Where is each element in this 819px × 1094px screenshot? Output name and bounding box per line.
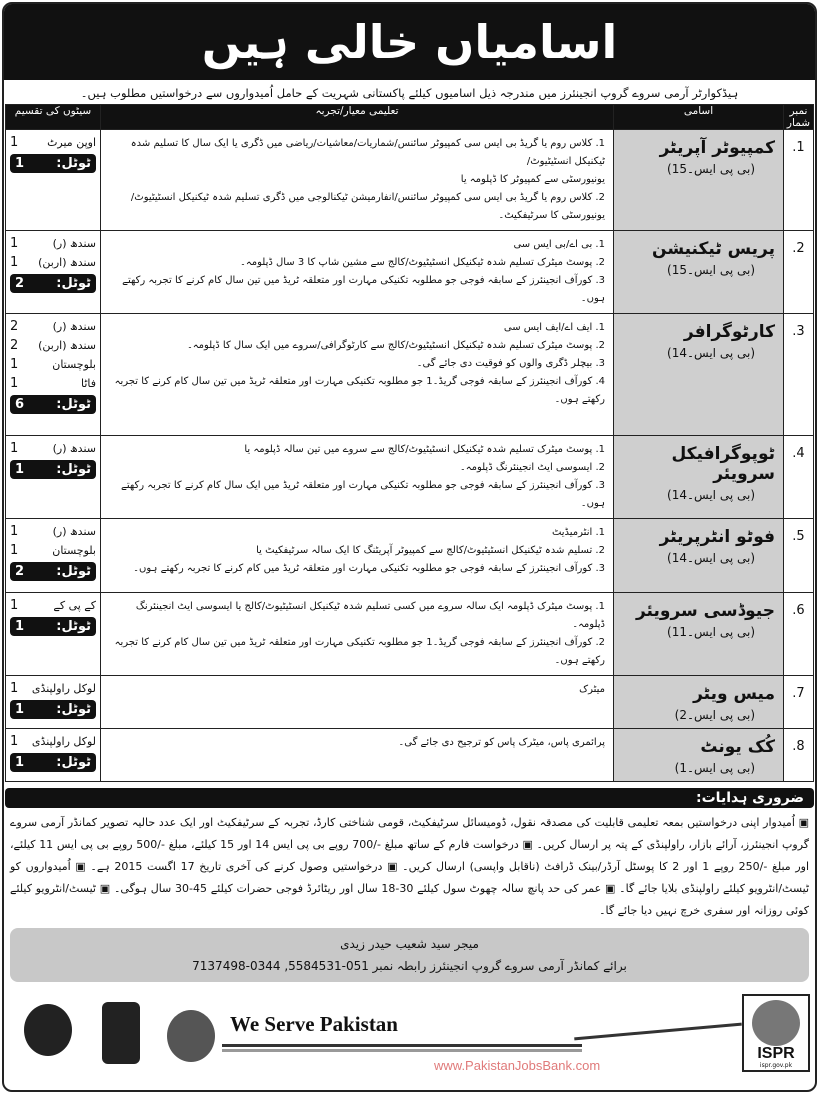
total-label: ٹوٹل: [56,276,91,291]
table-row [6,436,814,519]
serial-number: 1. [784,130,814,231]
requirement-line: 3. کورآف انجینئرز کے سابقہ فوجی جو مطلوبہ تکنیکی مہارت اور متعلقہ ٹریڈ میں تین سال کام کرنے کا تجربہ رکھتے ہوں۔ [122,275,605,304]
requirements-cell [101,519,614,593]
post-cell [614,436,784,519]
vacancy-table [5,104,814,782]
requirements-cell [101,676,614,729]
total-count: 1 [15,462,25,477]
seat-region: بلوچستان [52,358,96,371]
seat-count: 1 [10,357,19,372]
seat-region: سندھ (ر) [52,442,96,455]
seat-count: 1 [10,598,19,613]
total-label: ٹوٹل: [56,755,91,770]
requirement-line: 2. تسلیم شدہ ٹیکنیکل انسٹیٹیوٹ/کالج سے کمپیوٹر آپریٹنگ کا ایک سالہ سرٹیفکیٹ یا [256,545,605,556]
seat-allocation [10,439,96,458]
instruction-item: اُمیدوار اپنی درخواستیں بمعہ تعلیمی قابلیت کی مصدقہ نقول، ڈومیسائل سرٹیفکیٹ، قومی شناختی کارڈ، تجربہ کے سرٹیفکیٹ اور ایک عدد حالیہ تصویر کمانڈر آرمی سروے گروپ انجینئرز، آرائے بازار، راولپنڈی کے پتہ پر ارسال کریں۔ [10,816,809,851]
total-count: 1 [15,619,25,634]
serial-number: 3. [784,314,814,436]
seat-region: اوپن میرٹ [47,136,96,149]
requirement-line: 2. پوسٹ میٹرک تسلیم شدہ ٹیکنیکل انسٹیٹیوٹ/کالج سے مشین شاپ کا 3 سال ڈپلومہ۔ [240,257,605,268]
requirements-cell [101,130,614,231]
bullet-icon: ▣ [382,860,398,873]
seat-count: 1 [10,236,19,251]
table-row [6,729,814,782]
requirement-line: 1. بی اے/بی ایس سی [513,239,605,250]
table-row [6,593,814,676]
seats-cell [6,231,101,314]
post-cell [614,231,784,314]
post-cell [614,593,784,676]
requirement-line: پرائمری پاس، میٹرک پاس کو ترجیح دی جائے گی۔ [398,737,605,748]
total-badge [10,700,96,719]
requirement-line: 1. ایف اے/ایف ایس سی [503,322,605,333]
total-count: 2 [15,276,25,291]
seat-region: سندھ (ر) [52,237,96,250]
total-label: ٹوٹل: [56,156,91,171]
total-count: 1 [15,156,25,171]
bullet-icon: ▣ [794,816,809,829]
bullet-icon: ▣ [70,860,86,873]
pay-scale: (بی پی ایس۔1) [674,761,755,775]
signature-name: میجر سید شعیب حیدر زیدی [340,937,479,951]
requirements-cell [101,729,614,782]
seat-allocation [10,253,96,272]
requirement-line: 2. پوسٹ میٹرک تسلیم شدہ ٹیکنیکل انسٹیٹیوٹ/کالج سے کارٹوگرافی/سروے میں ایک سال کا ڈپلومہ۔ [186,340,605,351]
post-cell [614,676,784,729]
navy-logo [102,1002,140,1064]
pay-scale: (بی پی ایس۔14) [667,346,755,360]
post-name: کارٹوگرافر [683,322,775,342]
seats-cell [6,436,101,519]
requirement-line: 1. کلاس روم یا گریڈ بی ایس سی کمپیوٹر سائنس/شماریات/معاشیات/ریاضی میں ڈگری یا ایک سال کا تسلیم شدہ ٹیکنیکل انسٹیٹیوٹ/ [130,138,605,167]
pay-scale: (بی پی ایس۔14) [667,551,755,565]
table-row [6,519,814,593]
bullet-icon: ▣ [96,882,111,895]
pay-scale: (بی پی ایس۔15) [667,263,755,277]
post-name: فوٹو انٹرپریٹر [659,527,775,547]
seats-cell [6,593,101,676]
header-serial: نمبر شمار [784,105,814,130]
total-badge [10,154,96,173]
table-row [6,314,814,436]
seat-allocation [10,732,96,751]
seat-allocation [10,596,96,615]
total-label: ٹوٹل: [56,564,91,579]
instruction-item: درخواست فارم کے ساتھ مبلغ -/700 روپے بی پی ایس 14 اور 15 کیلئے، مبلغ -/500 روپے بی پی ایس 11 کیلئے، اور مبلغ -/250 روپے 1 اور 2 کا پوسٹل آرڈر/بینک ڈرافٹ (ناقابل واپسی) ارسال کریں۔ [10,838,810,873]
seats-cell [6,130,101,231]
post-name: میس ویٹر [693,684,775,704]
seat-allocation [10,336,96,355]
seat-count: 1 [10,376,19,391]
seat-count: 1 [10,524,19,539]
seat-allocation [10,522,96,541]
total-count: 1 [15,702,25,717]
requirements-cell [101,436,614,519]
total-badge [10,562,96,581]
divider-stripe [222,1044,582,1047]
instruction-item: عمر کی حد پانچ سالہ چھوٹ سول کیلئے 30-18 سال اور ریٹائرڈ فوجی حضرات کیلئے 45-30 سال ہوگی۔ [113,882,602,895]
seat-count: 2 [10,319,19,334]
requirement-line: 1. پوسٹ میٹرک تسلیم شدہ ٹیکنیکل انسٹیٹیوٹ/کالج سے سروے میں تین سالہ ڈپلومہ یا [244,444,605,455]
pay-scale: (بی پی ایس۔15) [667,162,755,176]
ispr-label: ISPR [757,1045,795,1062]
seat-region: سندھ (ر) [52,320,96,333]
requirement-line: 3. بیچلر ڈگری والوں کو فوقیت دی جائے گی۔ [416,358,605,369]
requirement-line: 3. کورآف انجینئرز کے سابقہ فوجی جو مطلوبہ تکنیکی مہارت اور متعلقہ ٹریڈ میں ایک سال کام کرنے کا تجربہ رکھتے ہوں۔ [121,480,605,509]
total-label: ٹوٹل: [56,619,91,634]
seat-count: 1 [10,734,19,749]
ad-border [2,2,817,1092]
header-post: اسامی [614,105,784,130]
divider-stripe [574,1023,742,1041]
seat-count: 1 [10,543,19,558]
seats-cell [6,314,101,436]
instruction-item: ٹیسٹ/انٹرویو کیلئے کوئی روزانہ اور سفری خرچ نہیں دیا جائے گا۔ [10,882,809,917]
pay-scale: (بی پی ایس۔2) [674,708,755,722]
seats-cell [6,519,101,593]
seat-allocation [10,234,96,253]
total-label: ٹوٹل: [56,462,91,477]
seat-count: 2 [10,338,19,353]
bullet-icon: ▣ [518,838,533,851]
instruction-item: درخواستیں وصول کرنے کی آخری تاریخ 17 اگست 2015 ہے۔ [90,860,383,873]
pay-scale: (بی پی ایس۔11) [667,625,755,639]
ispr-url: ispr.gov.pk [759,1062,793,1069]
requirement-line: 1. پوسٹ میٹرک ڈپلومہ ایک سالہ سروے میں کسی تسلیم شدہ ٹیکنیکل انسٹیٹیوٹ/کالج یا ایسوسی ایٹ انجینئرنگ ڈپلومہ۔ [135,601,605,630]
seat-region: بلوچستان [52,544,96,557]
total-count: 6 [15,397,25,412]
seat-allocation [10,133,96,152]
footer [4,982,815,1086]
post-name: جیوڈسی سرویئر [635,601,775,621]
requirements-cell [101,314,614,436]
total-badge [10,274,96,293]
seat-region: کے پی کے [53,599,96,612]
serial-number: 4. [784,436,814,519]
total-badge [10,617,96,636]
total-badge [10,460,96,479]
header-requirements: تعلیمی معیار/تجربہ [101,105,614,130]
header-seats: سیٹوں کی تقسیم [6,105,101,130]
post-cell [614,729,784,782]
pay-scale: (بی پی ایس۔14) [667,488,755,502]
intro-text: ہیڈکوارٹر آرمی سروے گروپ انجینئرز میں مندرجہ ذیل اسامیوں کیلئے پاکستانی شہریت کے حامل اُمیدواروں سے درخواستیں مطلوب ہیں۔ [80,86,739,100]
serial-number: 5. [784,519,814,593]
slogan: We Serve Pakistan [230,1012,398,1036]
seat-region: سندھ (اربن) [38,256,96,269]
divider-stripe [222,1049,582,1052]
seat-allocation [10,679,96,698]
airforce-logo [167,1010,215,1062]
requirement-line: میٹرک [579,684,605,695]
requirement-line: 2. ایسوسی ایٹ انجینئرنگ ڈپلومہ۔ [459,462,605,473]
ispr-logo [742,994,810,1072]
requirement-line: 2. کورآف انجینئرز کے سابقہ فوجی گریڈ۔1 جو مطلوبہ تکنیکی مہارت اور متعلقہ ٹریڈ میں تین سال کام کرنے کا تجربہ رکھتے ہوں۔ [114,637,605,666]
requirement-line: یونیورسٹی سے کمپیوٹر کا ڈپلومہ یا [460,174,605,185]
ad-title: اسامیاں خالی ہیں [4,4,815,80]
army-logo [24,1004,72,1056]
seat-count: 1 [10,135,19,150]
post-name: پریس ٹیکنیشن [652,239,775,259]
bullet-icon: ▣ [601,882,616,895]
requirement-line: 4. کورآف انجینئرز کے سابقہ فوجی گریڈ۔1 جو مطلوبہ تکنیکی مہارت اور متعلقہ ٹریڈ میں تین سال کام کرنے کا تجربہ رکھتے ہوں۔ [114,376,605,405]
requirement-line: 3. کورآف انجینئرز کے سابقہ فوجی جو مطلوبہ تکنیکی مہارت اور متعلقہ ٹریڈ میں کام کرنے کا تجربہ رکھتے ہوں۔ [133,563,605,574]
serial-number: 2. [784,231,814,314]
seat-region: فاٹا [80,377,96,390]
seat-allocation [10,355,96,374]
serial-number: 8. [784,729,814,782]
seat-count: 1 [10,681,19,696]
seat-count: 1 [10,441,19,456]
total-label: ٹوٹل: [56,702,91,717]
post-cell [614,130,784,231]
requirements-cell [101,593,614,676]
seat-allocation [10,541,96,560]
total-badge [10,753,96,772]
instruction-item: اُمیدواروں کو ٹیسٹ/انٹرویو کیلئے راولپنڈی بلایا جائے گا۔ [10,860,810,895]
signature-contact: برائے کمانڈر آرمی سروے گروپ انجینئرز رابطہ نمبر 051-5584531, 0344-7137498 [192,959,627,973]
ispr-seal-icon [752,1000,800,1046]
seat-region: سندھ (اربن) [38,339,96,352]
seat-region: لوکل راولپنڈی [31,682,96,695]
post-cell [614,519,784,593]
total-count: 1 [15,755,25,770]
instructions-text [10,812,809,922]
post-name: کمپیوٹر آپریٹر [659,138,775,158]
requirement-line: 2. کلاس روم یا گریڈ بی ایس سی کمپیوٹر سائنس/انفارمیشن ٹیکنالوجی میں ڈگری تسلیم شدہ ٹیکنیکل انسٹیٹیوٹ/یونیورسٹی کا سرٹیفکیٹ۔ [130,192,605,221]
total-label: ٹوٹل: [56,397,91,412]
seats-cell [6,676,101,729]
seat-allocation [10,374,96,393]
serial-number: 7. [784,676,814,729]
requirement-line: 1. انٹرمیڈیٹ [551,527,605,538]
requirements-cell [101,231,614,314]
table-row [6,130,814,231]
total-badge [10,395,96,414]
instructions-heading: ضروری ہدایات: [5,788,814,808]
table-row [6,231,814,314]
post-cell [614,314,784,436]
watermark: www.PakistanJobsBank.com [434,1058,601,1073]
seats-cell [6,729,101,782]
seat-region: لوکل راولپنڈی [31,735,96,748]
table-row [6,676,814,729]
post-name: کُک یونٹ [700,737,775,757]
signature-box [10,928,809,982]
seat-region: سندھ (ر) [52,525,96,538]
seat-allocation [10,317,96,336]
post-name: ٹوپوگرافیکل سرویئر [671,444,775,484]
serial-number: 6. [784,593,814,676]
seat-count: 1 [10,255,19,270]
total-count: 2 [15,564,25,579]
